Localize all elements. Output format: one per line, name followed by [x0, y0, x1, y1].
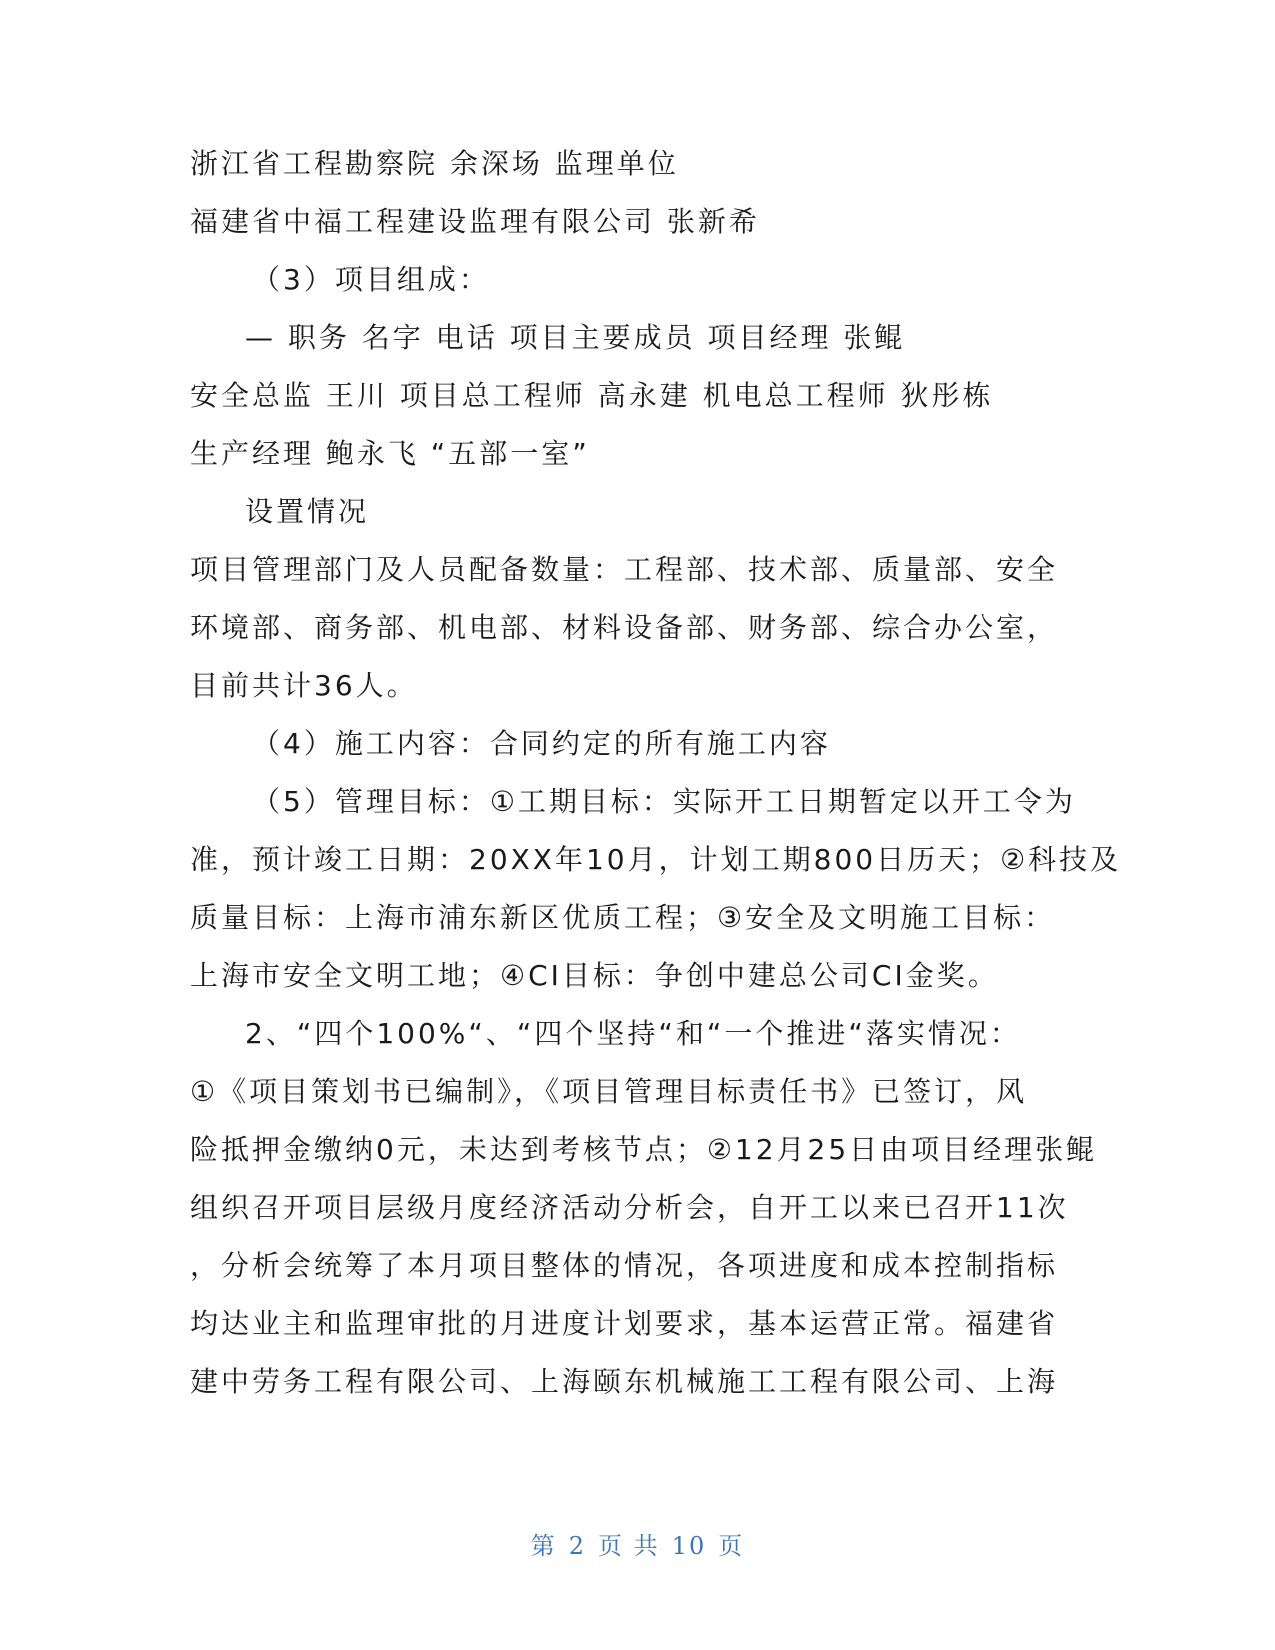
footer-suffix: 页 — [718, 1532, 745, 1560]
section-heading: （5）管理目标：①工期目标：实际开工日期暂定以开工令为 — [252, 785, 1076, 818]
text-line: 福建省中福工程建设监理有限公司 张新希 — [190, 205, 760, 238]
text-line: 项目管理部门及人员配备数量：工程部、技术部、质量部、安全 — [190, 553, 1059, 586]
footer-page-number: 2 — [568, 1532, 587, 1560]
page-footer — [0, 1526, 1275, 1561]
text-line: 生产经理 鲍永飞 “五部一室” — [190, 437, 590, 470]
text-line: 组织召开项目层级月度经济活动分析会，自开工以来已召开11次 — [190, 1191, 1069, 1224]
footer-total-pages: 10 — [671, 1532, 707, 1560]
text-line: 环境部、商务部、机电部、材料设备部、财务部、综合办公室， — [190, 611, 1059, 644]
text-line: 建中劳务工程有限公司、上海颐东机械施工工程有限公司、上海 — [190, 1365, 1059, 1398]
text-line: ①《项目策划书已编制》，《项目管理目标责任书》已签订，风 — [190, 1075, 1028, 1108]
footer-middle: 页 共 — [598, 1532, 660, 1560]
text-line: 险抵押金缴纳0元，未达到考核节点；②12月25日由项目经理张鲲 — [190, 1133, 1098, 1166]
text-line: 质量目标：上海市浦东新区优质工程；③安全及文明施工目标： — [190, 901, 1056, 934]
section-heading: （4）施工内容：合同约定的所有施工内容 — [252, 727, 831, 760]
section-heading: （3）项目组成： — [252, 263, 490, 296]
text-line: 均达业主和监理审批的月进度计划要求，基本运营正常。福建省 — [190, 1307, 1059, 1340]
text-line: 目前共计36人。 — [190, 669, 418, 702]
section-heading: 2、“四个100%“、“四个坚持“和“一个推进“落实情况： — [245, 1017, 1021, 1050]
text-line: — 职务 名字 电话 项目主要成员 项目经理 张鲲 — [245, 321, 906, 354]
footer-prefix: 第 — [530, 1532, 557, 1560]
text-line: 准，预计竣工日期：20XX年10月，计划工期800日历天；②科技及 — [190, 843, 1122, 876]
text-line: 安全总监 王川 项目总工程师 高永建 机电总工程师 狄彤栋 — [190, 379, 994, 412]
text-line: 浙江省工程勘察院 余深场 监理单位 — [190, 147, 679, 180]
text-line: 上海市安全文明工地；④CI目标：争创中建总公司CI金奖。 — [190, 959, 999, 992]
text-line: ，分析会统筹了本月项目整体的情况，各项进度和成本控制指标 — [190, 1249, 1059, 1282]
text-line: 设置情况 — [245, 495, 370, 528]
